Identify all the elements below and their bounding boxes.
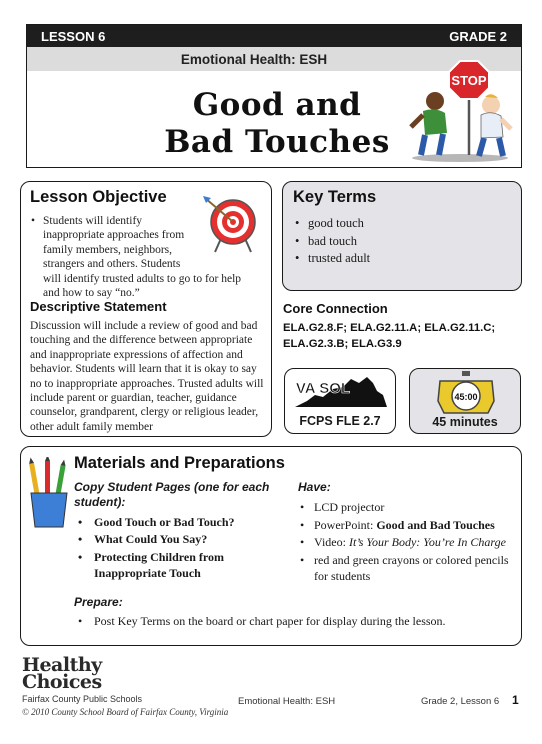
page-number: 1 bbox=[512, 693, 519, 707]
footer-org: Fairfax County Public Schools bbox=[22, 694, 143, 704]
lesson-title-line1: Good and bbox=[192, 87, 362, 123]
lesson-objective-heading: Lesson Objective bbox=[30, 188, 167, 206]
list-item: • Protecting Children from Inappropriate Touch bbox=[78, 549, 288, 582]
footer-unit: Emotional Health: ESH bbox=[238, 696, 336, 707]
objective-list bbox=[31, 214, 267, 300]
key-terms-list bbox=[295, 215, 370, 268]
prepare-list bbox=[78, 613, 518, 629]
prepare-heading: Prepare: bbox=[74, 595, 123, 609]
list-item: • trusted adult bbox=[295, 250, 370, 268]
key-terms-heading: Key Terms bbox=[293, 188, 377, 206]
unit-label: Emotional Health: ESH bbox=[27, 47, 521, 71]
fcps-standard: FCPS FLE 2.7 bbox=[299, 414, 381, 428]
list-item: • Post Key Terms on the board or chart paper for display during the lesson. bbox=[78, 613, 518, 629]
lesson-title bbox=[117, 87, 437, 161]
grade-level: GRADE 2 bbox=[449, 28, 507, 44]
list-item: • bad touch bbox=[295, 233, 370, 251]
list-item: • red and green crayons or colored pencils for students bbox=[300, 552, 520, 585]
list-item: • good touch bbox=[295, 215, 370, 233]
va-sol-logo-text: VA SOL bbox=[295, 380, 351, 397]
descriptive-statement-heading: Descriptive Statement bbox=[30, 299, 167, 314]
virginia-map-icon bbox=[293, 373, 389, 411]
stopwatch-icon bbox=[434, 371, 498, 415]
descriptive-statement-text: Discussion will include a review of good and bad touching and the difference between appropriate and inappropriate expressions of affection and behavior. Students will learn that it is okay to say no to inappropriate approaches. Trusted adults will include parent or guardian, teacher, guidance counselor, grandparent, clergy or religious leader, other adult family member bbox=[30, 320, 264, 433]
list-item: • LCD projector bbox=[300, 499, 520, 516]
duration-badge bbox=[409, 368, 521, 434]
lesson-duration: 45 minutes bbox=[432, 415, 498, 429]
header-bar bbox=[27, 25, 521, 47]
materials-heading: Materials and Preparations bbox=[74, 454, 285, 472]
lesson-title-line2: Bad Touches bbox=[164, 124, 390, 160]
footer-lesson-ref: Grade 2, Lesson 6 bbox=[421, 696, 500, 707]
lesson-objective-panel bbox=[20, 181, 272, 437]
list-item: • Good Touch or Bad Touch? bbox=[78, 514, 288, 530]
core-connection-standards: ELA.G2.8.F; ELA.G2.11.A; ELA.G2.11.C; ELA.G2.3.B; ELA.G3.9 bbox=[283, 322, 496, 350]
healthy-choices-logo: Healthy Choices bbox=[22, 654, 102, 693]
list-item: • PowerPoint: Good and Bad Touches bbox=[300, 517, 520, 534]
core-connection-heading: Core Connection bbox=[283, 301, 388, 316]
lesson-header bbox=[26, 24, 522, 168]
have-heading: Have: bbox=[298, 480, 331, 494]
materials-panel bbox=[20, 446, 522, 646]
list-item: • What Could You Say? bbox=[78, 531, 288, 547]
stop-sign-text: STOP bbox=[451, 73, 487, 88]
va-sol-badge bbox=[284, 368, 396, 434]
have-list bbox=[300, 499, 520, 586]
footer-copyright: © 2010 County School Board of Fairfax County, Virginia bbox=[22, 707, 229, 717]
clock-readout: 45:00 bbox=[454, 392, 478, 402]
stop-sign-children-illustration bbox=[405, 55, 515, 163]
copy-student-pages-list bbox=[78, 514, 288, 583]
pencil-cup-icon bbox=[27, 457, 71, 529]
list-item: • Video: It’s Your Body: You’re In Charge bbox=[300, 534, 520, 551]
list-item: • Students will identify inappropriate approaches from family members, neighbors, strangers and others. Students will identify trusted adults to go to for help and how to say “no.” bbox=[31, 214, 267, 300]
copy-student-pages-heading: Copy Student Pages (one for each student): bbox=[74, 480, 270, 509]
lesson-number: LESSON 6 bbox=[41, 28, 106, 44]
key-terms-panel bbox=[282, 181, 522, 291]
